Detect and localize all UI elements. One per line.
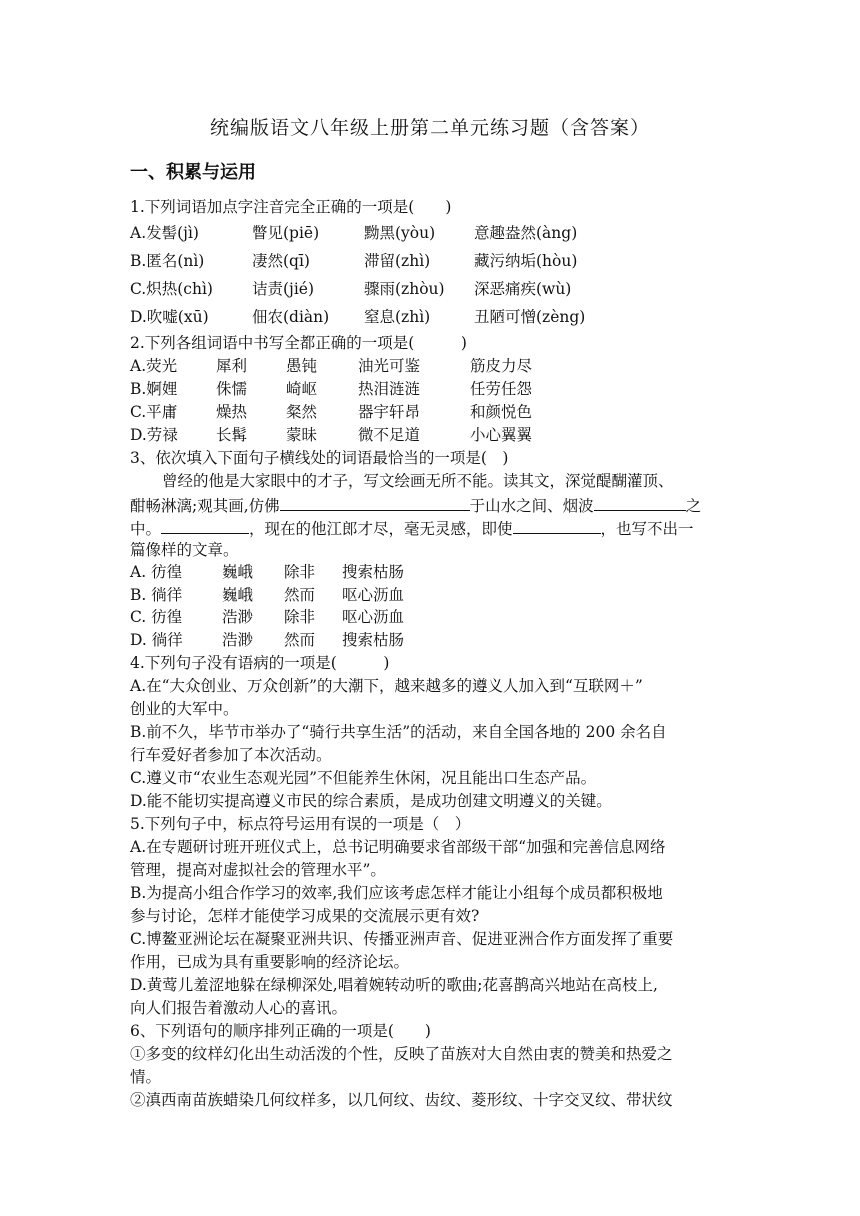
question-2-option-d	[130, 425, 532, 445]
question-5-option-a-line-1: A.在专题研讨班开班仪式上，总书记明确要求省部级干部“加强和完善信息网络	[130, 838, 666, 856]
option-word: 凄然(qī)	[252, 252, 310, 270]
option-word: 然而	[284, 586, 316, 604]
question-5-option-b-line-2: 参与讨论，怎样才能使学习成果的交流展示更有效?	[130, 907, 480, 925]
option-word: 深恶痛疾(wù)	[474, 280, 572, 298]
question-3-option-d	[130, 630, 404, 650]
question-4-option-d: D.能不能切实提高遵义市民的综合素质，是成功创建文明遵义的关键。	[130, 792, 612, 810]
question-2-stem: 2.下列各组词语中书写全都正确的一项是( )	[130, 334, 467, 352]
question-5-option-a-line-2: 管理，提高对虚拟社会的管理水平”。	[130, 861, 386, 879]
question-4-option-a-line-2: 创业的大军中。	[130, 700, 239, 718]
document-title: 统编版语文八年级上册第二单元练习题（含答案）	[209, 117, 650, 139]
option-word: A.发髻(jì)	[130, 224, 199, 242]
option-word: 呕心沥血	[342, 586, 405, 604]
option-word: 热泪涟涟	[358, 380, 421, 398]
question-4-option-b-line-1: B.前不久，毕节市举办了“骑行共享生活”的活动，来自全国各地的 200 余名自	[130, 723, 667, 741]
question-1-option-c	[130, 279, 571, 299]
passage-text: 之	[685, 497, 702, 515]
passage-text: 于山水之间、烟波	[469, 497, 594, 515]
option-word: 崎岖	[286, 380, 318, 398]
question-5-option-c-line-2: 作用，已成为具有重要影响的经济论坛。	[130, 953, 410, 971]
option-word: B.匿名(nì)	[130, 252, 205, 270]
passage-text: ，现在的他江郎才尽，毫无灵感，即使	[249, 520, 513, 538]
option-word: 巍峨	[222, 563, 254, 581]
option-word: C.平庸	[130, 403, 178, 421]
option-word: 浩渺	[222, 631, 254, 649]
option-word: 除非	[284, 608, 316, 626]
question-4-option-b-line-2: 行车爱好者参加了本次活动。	[130, 746, 332, 764]
option-word: 犀利	[216, 357, 248, 375]
question-6-sentence-1-line-1: ①多变的纹样幻化出生动活泼的个性，反映了苗族对大自然由衷的赞美和热爱之	[130, 1045, 673, 1063]
question-1-option-b	[130, 251, 577, 271]
question-3-passage-line-4: 篇像样的文章。	[130, 541, 239, 559]
question-6-stem: 6、下列语句的顺序排列正确的一项是( )	[130, 1022, 431, 1040]
passage-text: 酣畅淋漓;观其画,仿佛	[130, 497, 280, 515]
option-word: 然而	[284, 631, 316, 649]
question-4-option-c: C.遵义市“农业生态观光园”不但能养生休闲，况且能出口生态产品。	[130, 769, 597, 787]
question-3-option-b	[130, 585, 404, 605]
question-2-option-b	[130, 379, 532, 399]
option-word: 微不足道	[358, 426, 421, 444]
question-6-sentence-2-line-1: ②滇西南苗族蜡染几何纹样多，以几何纹、齿纹、菱形纹、十字交叉纹、带状纹	[130, 1091, 673, 1109]
question-1-option-d	[130, 307, 585, 327]
option-word: 器宇轩昂	[358, 403, 421, 421]
passage-text: ，也写不出一	[600, 520, 694, 538]
option-word: 筋皮力尽	[470, 357, 533, 375]
question-6-sentence-1-line-2: 情。	[130, 1068, 162, 1086]
option-word: 骤雨(zhòu)	[364, 280, 445, 298]
option-word: 佃农(diàn)	[252, 308, 330, 326]
option-word: 呕心沥血	[342, 608, 405, 626]
option-word: 小心翼翼	[470, 426, 533, 444]
question-5-stem: 5.下列句子中，标点符号运用有误的一项是（ ）	[130, 815, 471, 833]
option-word: 诘责(jié)	[252, 280, 315, 298]
question-1-stem: 1.下列词语加点字注音完全正确的一项是( )	[130, 198, 452, 216]
option-word: D. 徜徉	[130, 631, 183, 649]
option-word: 粲然	[286, 403, 318, 421]
question-3-passage-line-1: 曾经的他是大家眼中的才子，写文绘画无所不能。读其文，深觉醍醐灌顶、	[162, 472, 674, 490]
question-3-option-c	[130, 607, 404, 627]
option-word: D.劳禄	[130, 426, 178, 444]
option-word: C. 彷徨	[130, 608, 183, 626]
option-word: B. 徜徉	[130, 586, 183, 604]
option-word: 巍峨	[222, 586, 254, 604]
question-2-option-a	[130, 356, 532, 376]
option-word: 燥热	[216, 403, 248, 421]
question-3-passage-line-2	[130, 494, 701, 516]
option-word: 愚钝	[286, 357, 318, 375]
question-3-passage-line-3	[130, 517, 694, 539]
option-word: 蒙昧	[286, 426, 318, 444]
question-2-option-c	[130, 402, 532, 422]
question-3-stem: 3、依次填入下面句子横线处的词语最恰当的一项是( )	[130, 449, 509, 467]
option-word: 黝黑(yòu)	[364, 224, 436, 242]
option-word: 长髯	[216, 426, 248, 444]
option-word: A.荧光	[130, 357, 178, 375]
fill-blank-1	[280, 494, 470, 511]
passage-text: 中。	[130, 520, 162, 538]
section-heading: 一、积累与运用	[130, 162, 256, 183]
option-word: 搜索枯肠	[342, 563, 405, 581]
fill-blank-4	[513, 517, 601, 534]
question-3-option-a	[130, 562, 404, 582]
option-word: 除非	[284, 563, 316, 581]
option-word: 意趣盎然(àng)	[474, 224, 578, 242]
option-word: 油光可鉴	[358, 357, 421, 375]
question-4-option-a-line-1: A.在“大众创业、万众创新”的大潮下，越来越多的遵义人加入到“互联网＋”	[130, 677, 643, 695]
option-word: 侏懦	[216, 380, 248, 398]
option-word: C.炽热(chì)	[130, 280, 213, 298]
question-4-stem: 4.下列句子没有语病的一项是( )	[130, 654, 390, 672]
option-word: 藏污纳垢(hòu)	[474, 252, 578, 270]
option-word: 和颜悦色	[470, 403, 533, 421]
option-word: 滞留(zhì)	[364, 252, 431, 270]
question-1-option-a	[130, 223, 577, 243]
question-5-option-b-line-1: B.为提高小组合作学习的效率,我们应该考虑怎样才能让小组每个成员都积极地	[130, 884, 663, 902]
option-word: 搜索枯肠	[342, 631, 405, 649]
question-5-option-d-line-2: 向人们报告着激动人心的喜讯。	[130, 999, 348, 1017]
option-word: 任劳任怨	[470, 380, 533, 398]
question-5-option-c-line-1: C.博鳌亚洲论坛在凝聚亚洲共识、传播亚洲声音、促进亚洲合作方面发挥了重要	[130, 930, 674, 948]
option-word: 窒息(zhì)	[364, 308, 431, 326]
question-5-option-d-line-1: D.黄莺儿羞涩地躲在绿柳深处,唱着婉转动听的歌曲;花喜鹊高兴地站在高枝上,	[130, 976, 658, 994]
option-word: D.吹嘘(xū)	[130, 308, 209, 326]
fill-blank-2	[594, 494, 686, 511]
fill-blank-3	[161, 517, 249, 534]
option-word: A. 彷徨	[130, 563, 183, 581]
option-word: B.婀娌	[130, 380, 178, 398]
option-word: 丑陋可憎(zèng)	[474, 308, 586, 326]
option-word: 浩渺	[222, 608, 254, 626]
option-word: 瞥见(piē)	[252, 224, 320, 242]
